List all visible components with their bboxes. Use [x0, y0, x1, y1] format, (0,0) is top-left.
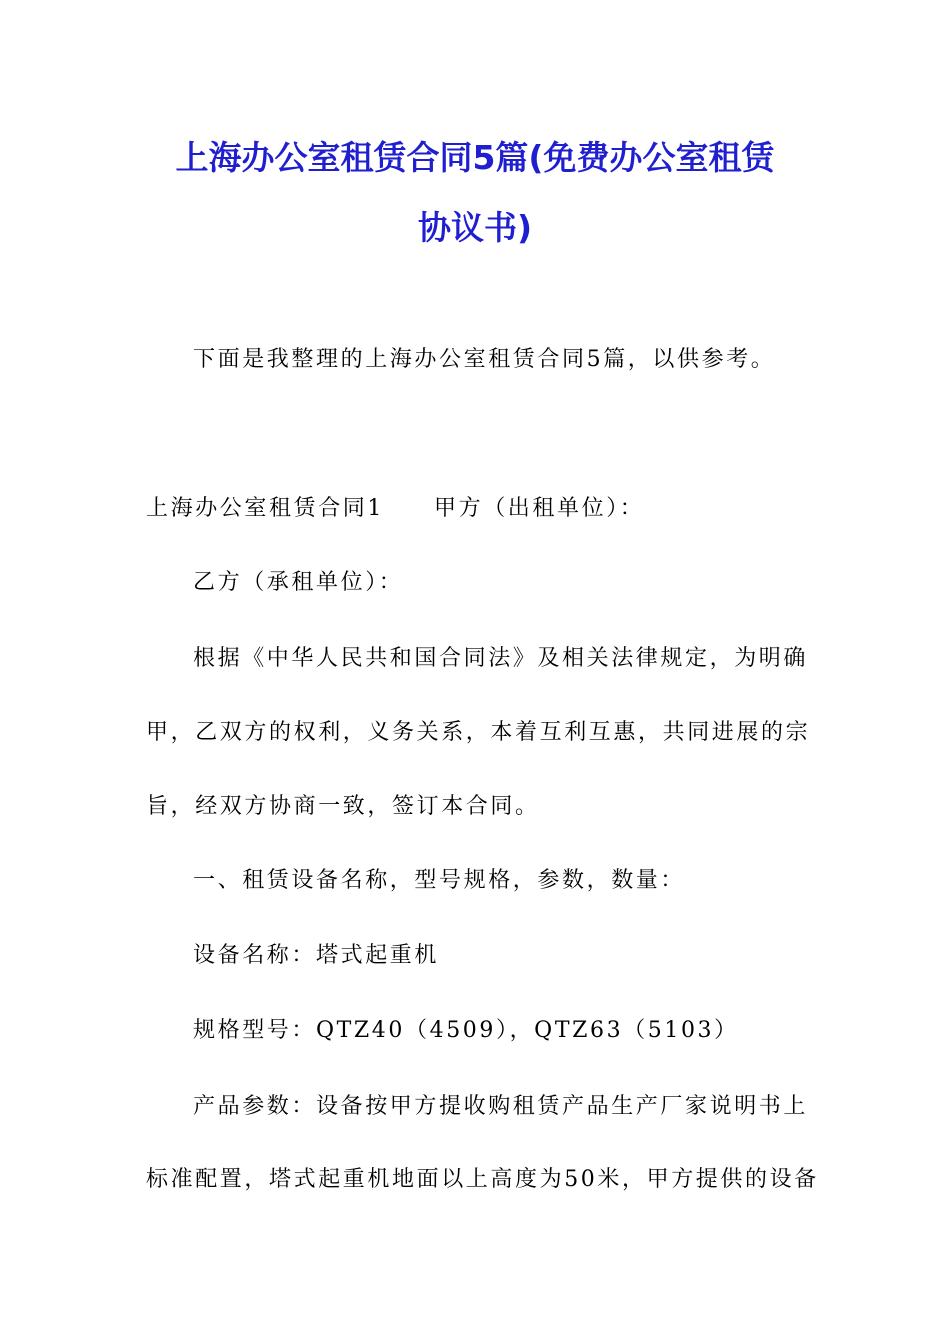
- equipment-name: 设备名称：塔式起重机: [193, 943, 440, 968]
- intro-paragraph: 下面是我整理的上海办公室租赁合同5篇，以供参考。: [193, 347, 776, 372]
- clause-1-heading: 一、租赁设备名称，型号规格，参数，数量：: [193, 868, 686, 893]
- party-a-label: 甲方（出租单位）：: [434, 496, 645, 521]
- product-params-line-2: 标准配置，塔式起重机地面以上高度为50米，甲方提供的设备: [146, 1167, 819, 1192]
- section-heading-row: [146, 494, 644, 524]
- paragraph-1-line-1: 根据《中华人民共和国合同法》及相关法律规定，为明确: [193, 646, 809, 671]
- paragraph-1-line-2: 甲，乙双方的权利，义务关系，本着互利互惠，共同进展的宗: [146, 720, 811, 745]
- product-params-line-1: 产品参数：设备按甲方提收购租赁产品生产厂家说明书上: [193, 1094, 809, 1119]
- equipment-spec: 规格型号：QTZ40（4509），QTZ63（5103）: [193, 1018, 739, 1043]
- section-heading: 上海办公室租赁合同1: [146, 496, 384, 521]
- party-b-label: 乙方（承租单位）：: [193, 570, 404, 595]
- paragraph-1-line-3: 旨，经双方协商一致，签订本合同。: [146, 794, 540, 819]
- document-title-line-1: 上海办公室租赁合同5篇(免费办公室租赁: [175, 138, 775, 177]
- document-title-line-2: 协议书): [417, 208, 533, 247]
